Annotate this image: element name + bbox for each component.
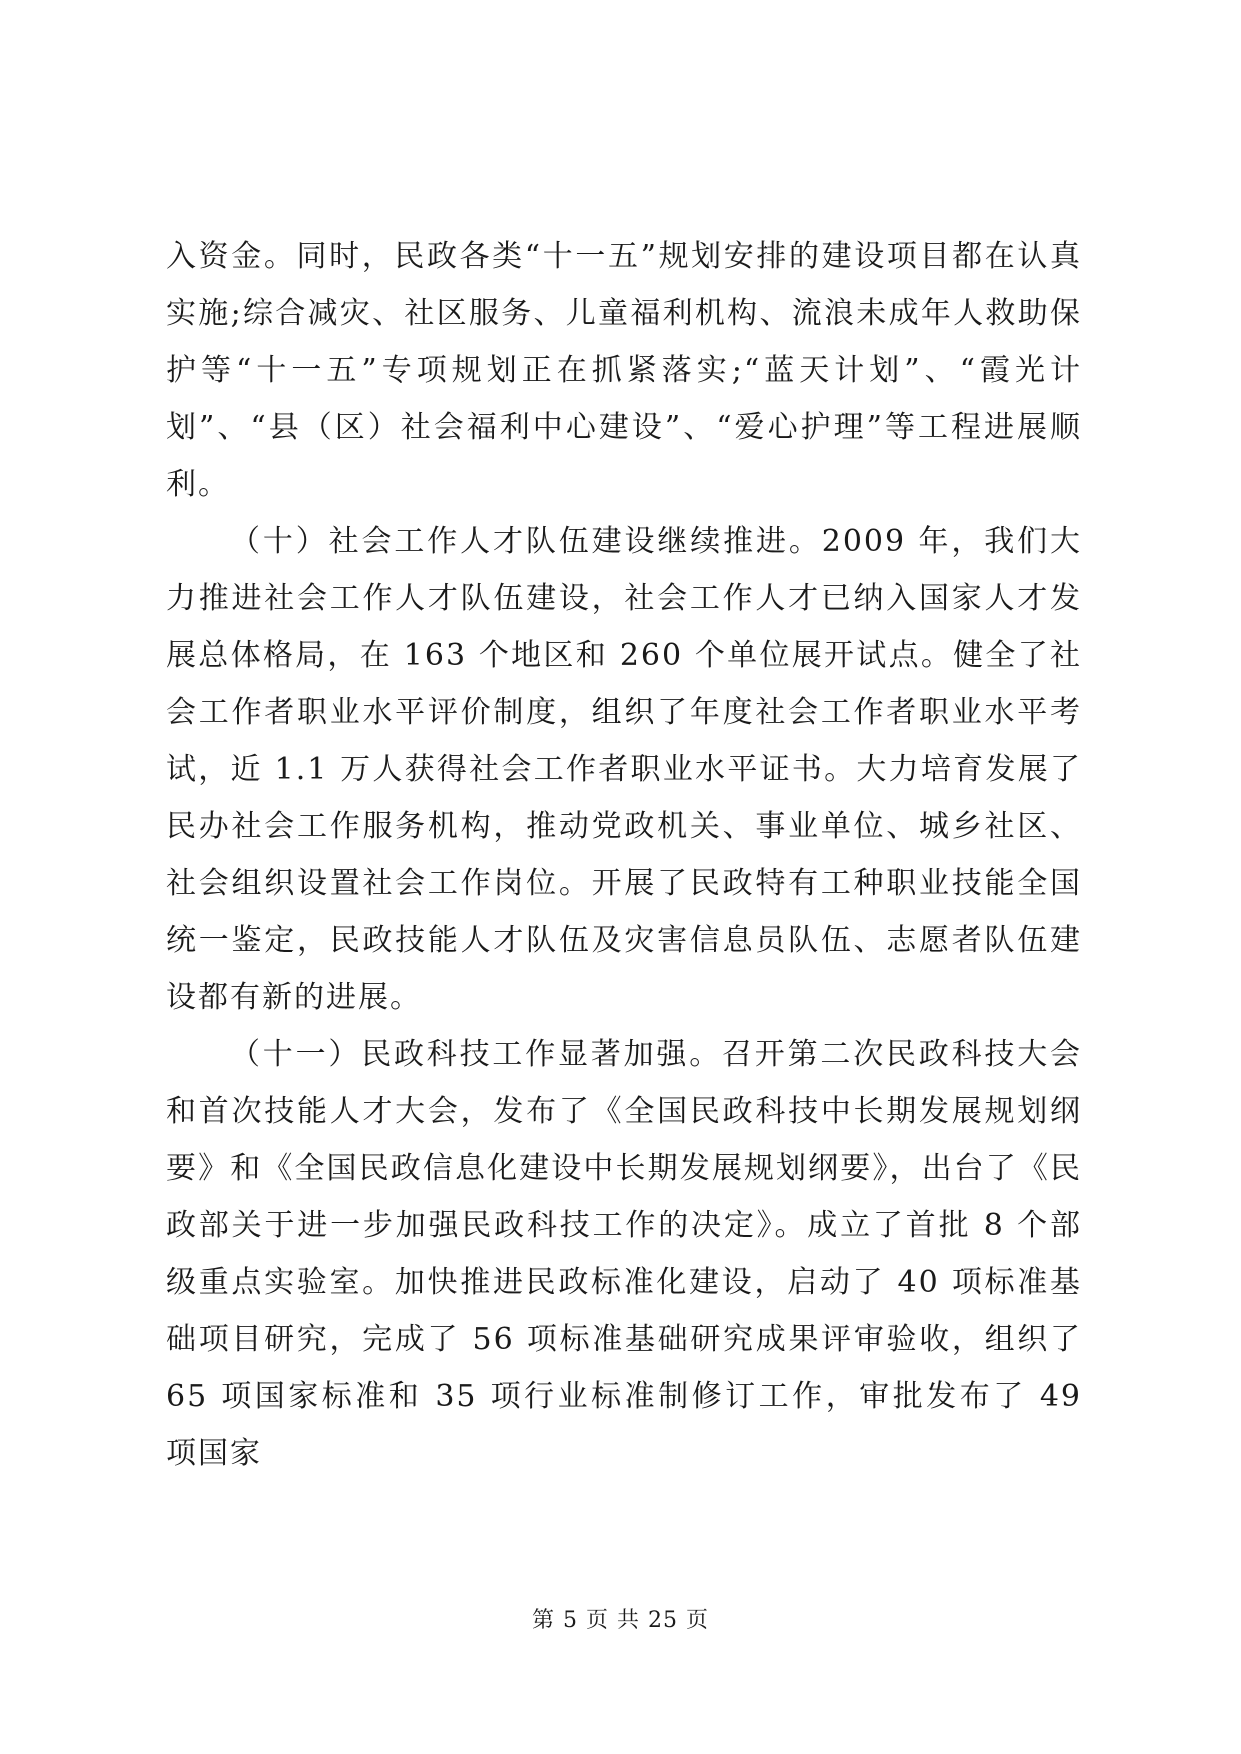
- paragraph-science-technology: （十一）民政科技工作显著加强。召开第二次民政科技大会和首次技能人才大会，发布了《全国民政科技中长期发展规划纲要》和《全国民政信息化建设中长期发展规划纲要》，出台了《民政部关于进一步加强民政科技工作的决定》。成立了首批 8 个部级重点实验室。加快推进民政标准化建设，启动了 40 项标准基础项目研究，完成了 56 项标准基础研究成果评审验收，组织了 65 项国家标准和 35 项行业标准制修订工作，审批发布了 49 项国家: [166, 1037, 1082, 1471]
- paragraph-social-work-talent: （十）社会工作人才队伍建设继续推进。2009 年，我们大力推进社会工作人才队伍建设，社会工作人才已纳入国家人才发展总体格局，在 163 个地区和 260 个单位展开试点。健全了社会工作者职业水平评价制度，组织了年度社会工作者职业水平考试，近 1.1 万人获得社会工作者职业水平证书。大力培育发展了民办社会工作服务机构，推动党政机关、事业单位、城乡社区、社会组织设置社会工作岗位。开展了民政特有工种职业技能全国统一鉴定，民政技能人才队伍及灾害信息员队伍、志愿者队伍建设都有新的进展。: [166, 524, 1082, 1015]
- paragraph-funding-projects: 入资金。同时，民政各类“十一五”规划安排的建设项目都在认真实施;综合减灾、社区服务、儿童福利机构、流浪未成年人救助保护等“十一五”专项规划正在抓紧落实;“蓝天计划”、“霞光计划”、“县（区）社会福利中心建设”、“爱心护理”等工程进展顺利。: [166, 239, 1082, 502]
- page-footer: 第 5 页 共 25 页: [532, 1608, 709, 1633]
- body-text: [166, 228, 1082, 1482]
